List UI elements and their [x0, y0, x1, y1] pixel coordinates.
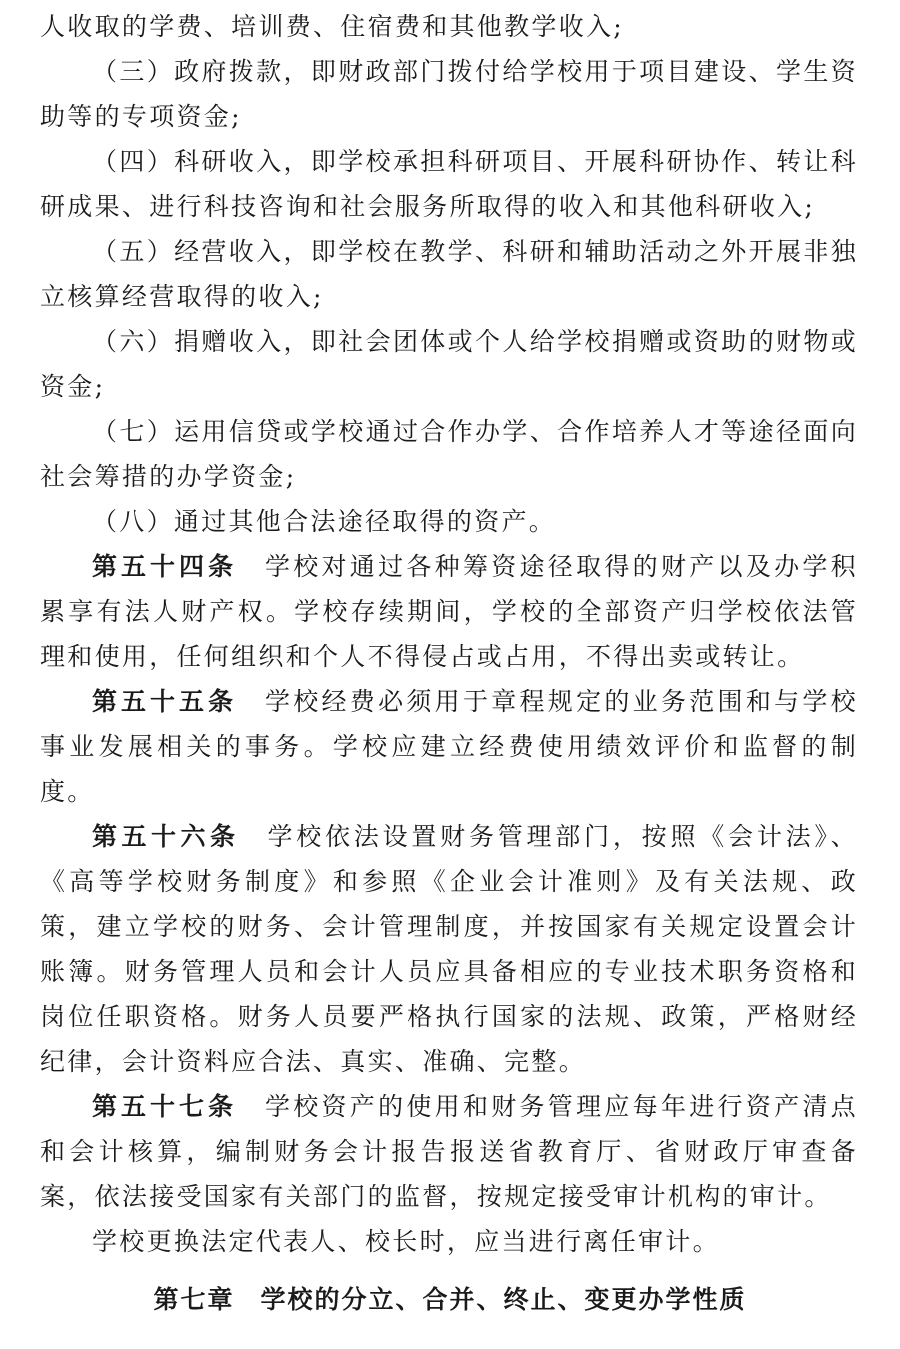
- continuation-paragraph: 人收取的学费、培训费、住宿费和其他教学收入;: [40, 12, 625, 41]
- chapter-title: 学校的分立、合并、终止、变更办学性质: [260, 1285, 747, 1314]
- article-57: [40, 1084, 858, 1219]
- article-number: 第五十四条: [92, 552, 237, 581]
- chapter-number: 第七章: [153, 1285, 235, 1314]
- article-text: 学校资产的使用和财务管理应每年进行资产清点和会计核算，编制财务会计报告报送省教育厅、省财政厅审查备案，依法接受国家有关部门的监督，按规定接受审计机构的审计。: [40, 1092, 858, 1211]
- article-54: [40, 544, 858, 679]
- article-text: 学校依法设置财务管理部门，按照《会计法》、《高等学校财务制度》和参照《企业会计准则》及有关法规、政策，建立学校的财务、会计管理制度，并按国家有关规定设置会计账簿。财务管理人员和会计人员应具备相应的专业技术职务资格和岗位任职资格。财务人员要严格执行国家的法规、政策，严格财经纪律，会计资料应合法、真实、准确、完整。: [40, 822, 858, 1076]
- list-item-3: （三）政府拨款，即财政部门拨付给学校用于项目建设、学生资助等的专项资金;: [40, 57, 858, 131]
- article-text: 学校经费必须用于章程规定的业务范围和与学校事业发展相关的事务。学校应建立经费使用绩效评价和监督的制度。: [40, 687, 858, 806]
- closing-paragraph: 学校更换法定代表人、校长时，应当进行离任审计。: [92, 1227, 720, 1256]
- article-56: [40, 814, 858, 1084]
- article-number: 第五十六条: [92, 822, 240, 851]
- list-item-5: （五）经营收入，即学校在教学、科研和辅助活动之外开展非独立核算经营取得的收入;: [40, 237, 858, 311]
- list-item-7: （七）运用信贷或学校通过合作办学、合作培养人才等途径面向社会筹措的办学资金;: [40, 417, 858, 491]
- article-number: 第五十五条: [92, 687, 237, 716]
- list-item-4: （四）科研收入，即学校承担科研项目、开展科研协作、转让科研成果、进行科技咨询和社会服务所取得的收入和其他科研收入;: [40, 147, 858, 221]
- list-item-8: （八）通过其他合法途径取得的资产。: [92, 507, 557, 536]
- article-number: 第五十七条: [92, 1092, 237, 1121]
- document-page: [40, 4, 858, 1264]
- article-text: 学校对通过各种筹资途径取得的财产以及办学积累享有法人财产权。学校存续期间，学校的全部资产归学校依法管理和使用，任何组织和个人不得侵占或占用，不得出卖或转让。: [40, 552, 858, 671]
- article-55: [40, 679, 858, 814]
- chapter-heading: [0, 1277, 900, 1322]
- list-item-6: （六）捐赠收入，即社会团体或个人给学校捐赠或资助的财物或资金;: [40, 327, 858, 401]
